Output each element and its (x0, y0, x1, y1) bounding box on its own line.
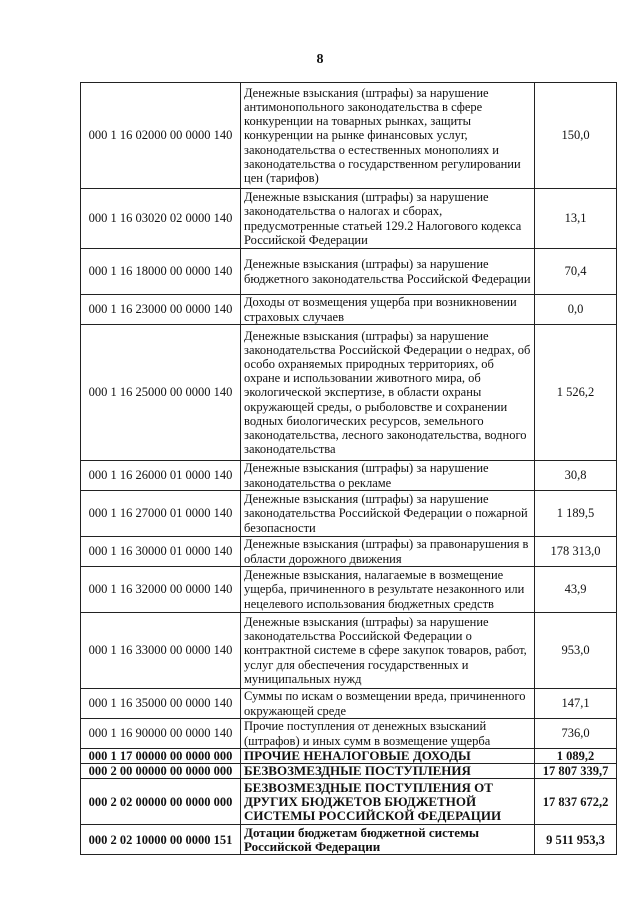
amount-cell: 1 526,2 (535, 325, 617, 461)
income-name-cell: ПРОЧИЕ НЕНАЛОГОВЫЕ ДОХОДЫ (241, 749, 535, 764)
budget-code-cell: 000 1 16 03020 02 0000 140 (81, 189, 241, 249)
table-body (81, 83, 617, 855)
table-row (81, 461, 617, 491)
table-row (81, 295, 617, 325)
amount-cell: 1 189,5 (535, 491, 617, 537)
amount-cell: 17 807 339,7 (535, 764, 617, 779)
amount-cell: 736,0 (535, 719, 617, 749)
table-row (81, 689, 617, 719)
amount-cell: 147,1 (535, 689, 617, 719)
amount-cell: 43,9 (535, 567, 617, 613)
amount-cell: 70,4 (535, 249, 617, 295)
income-name-cell: Денежные взыскания (штрафы) за нарушение бюджетного законодательства Российской Федерации (241, 249, 535, 295)
budget-code-cell: 000 1 16 27000 01 0000 140 (81, 491, 241, 537)
table-row (81, 719, 617, 749)
table-row (81, 249, 617, 295)
budget-code-cell: 000 1 16 25000 00 0000 140 (81, 325, 241, 461)
page-number: 8 (316, 52, 324, 67)
amount-cell: 178 313,0 (535, 537, 617, 567)
amount-cell: 953,0 (535, 613, 617, 689)
income-name-cell: Денежные взыскания (штрафы) за правонарушения в области дорожного движения (241, 537, 535, 567)
budget-code-cell: 000 1 16 26000 01 0000 140 (81, 461, 241, 491)
budget-revenue-table (80, 82, 617, 855)
income-name-cell: Денежные взыскания, налагаемые в возмещение ущерба, причиненного в результате незаконного или нецелевого использования бюджетных средств (241, 567, 535, 613)
table-row (81, 779, 617, 825)
table-row (81, 749, 617, 764)
income-name-cell: Денежные взыскания (штрафы) за нарушение законодательства о налогах и сборах, предусмотренные статьей 129.2 Налогового кодекса Российской Федерации (241, 189, 535, 249)
income-name-cell: Дотации бюджетам бюджетной системы Российской Федерации (241, 825, 535, 855)
budget-code-cell: 000 1 16 18000 00 0000 140 (81, 249, 241, 295)
income-name-cell: Денежные взыскания (штрафы) за нарушение законодательства о рекламе (241, 461, 535, 491)
budget-code-cell: 000 2 02 10000 00 0000 151 (81, 825, 241, 855)
table-row (81, 537, 617, 567)
income-name-cell: Денежные взыскания (штрафы) за нарушение антимонопольного законодательства в сфере конкуренции на товарных рынках, защиты конкуренции на рынке финансовых услуг, законодательства о естественных монополиях и законодательства о государственном регулировании цен (тарифов) (241, 83, 535, 189)
table-row (81, 825, 617, 855)
income-name-cell: Доходы от возмещения ущерба при возникновении страховых случаев (241, 295, 535, 325)
income-name-cell: БЕЗВОЗМЕЗДНЫЕ ПОСТУПЛЕНИЯ ОТ ДРУГИХ БЮДЖЕТОВ БЮДЖЕТНОЙ СИСТЕМЫ РОССИЙСКОЙ ФЕДЕРАЦИИ (241, 779, 535, 825)
budget-code-cell: 000 1 16 02000 00 0000 140 (81, 83, 241, 189)
budget-code-cell: 000 1 16 30000 01 0000 140 (81, 537, 241, 567)
table-row (81, 764, 617, 779)
income-name-cell: Суммы по искам о возмещении вреда, причиненного окружающей среде (241, 689, 535, 719)
table-row (81, 189, 617, 249)
income-name-cell: Денежные взыскания (штрафы) за нарушение законодательства Российской Федерации о пожарной безопасности (241, 491, 535, 537)
income-name-cell: Денежные взыскания (штрафы) за нарушение законодательства Российской Федерации о недрах, об особо охраняемых природных территориях, об охране и использовании животного мира, об экологической экспертизе, в области охраны окружающей среды, о рыболовстве и сохранении водных биологических ресурсов, земельного законодательства, лесного законодательства, водного законодательства (241, 325, 535, 461)
amount-cell: 9 511 953,3 (535, 825, 617, 855)
table-row (81, 83, 617, 189)
table-row (81, 325, 617, 461)
amount-cell: 13,1 (535, 189, 617, 249)
budget-code-cell: 000 1 16 32000 00 0000 140 (81, 567, 241, 613)
table-row (81, 491, 617, 537)
income-name-cell: Денежные взыскания (штрафы) за нарушение законодательства Российской Федерации о контрактной системе в сфере закупок товаров, работ, услуг для обеспечения государственных и муниципальных нужд (241, 613, 535, 689)
amount-cell: 1 089,2 (535, 749, 617, 764)
budget-code-cell: 000 1 16 35000 00 0000 140 (81, 689, 241, 719)
table-row (81, 567, 617, 613)
budget-code-cell: 000 2 00 00000 00 0000 000 (81, 764, 241, 779)
amount-cell: 150,0 (535, 83, 617, 189)
amount-cell: 0,0 (535, 295, 617, 325)
amount-cell: 17 837 672,2 (535, 779, 617, 825)
amount-cell: 30,8 (535, 461, 617, 491)
income-name-cell: БЕЗВОЗМЕЗДНЫЕ ПОСТУПЛЕНИЯ (241, 764, 535, 779)
budget-code-cell: 000 1 16 33000 00 0000 140 (81, 613, 241, 689)
budget-code-cell: 000 1 16 23000 00 0000 140 (81, 295, 241, 325)
table-row (81, 613, 617, 689)
budget-code-cell: 000 2 02 00000 00 0000 000 (81, 779, 241, 825)
budget-code-cell: 000 1 16 90000 00 0000 140 (81, 719, 241, 749)
budget-code-cell: 000 1 17 00000 00 0000 000 (81, 749, 241, 764)
income-name-cell: Прочие поступления от денежных взысканий (штрафов) и иных сумм в возмещение ущерба (241, 719, 535, 749)
